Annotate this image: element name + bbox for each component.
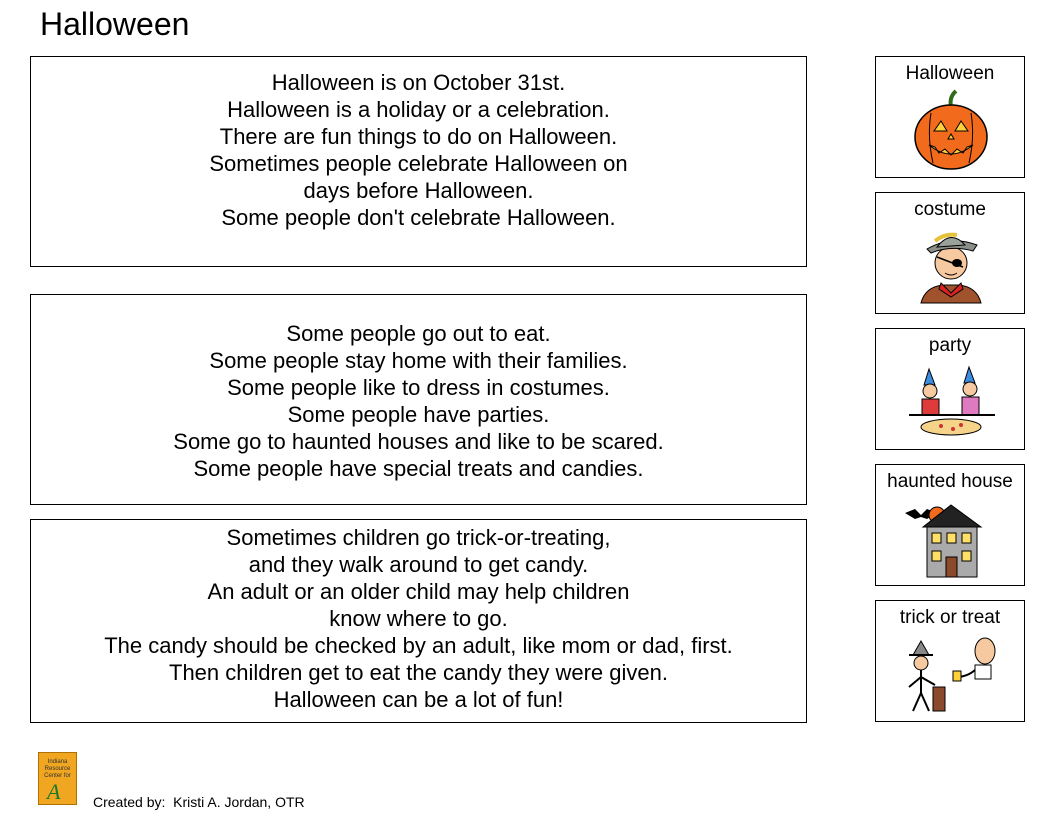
symbol-card-costume — [875, 192, 1025, 314]
jack-o-lantern-icon — [901, 87, 1001, 175]
logo-text: Indiana Resource Center for — [44, 759, 71, 779]
section-line: An adult or an older child may help children — [207, 579, 630, 604]
party-icon — [901, 359, 1001, 447]
card-label: trick or treat — [899, 607, 1001, 628]
section-line: Some go to haunted houses and like to be scared. — [173, 429, 664, 454]
symbol-card-halloween — [875, 56, 1025, 178]
card-label: costume — [914, 199, 986, 220]
section-line: Some people don't celebrate Halloween. — [221, 205, 616, 230]
section-line: Then children get to eat the candy they were given. — [169, 660, 668, 685]
text-section-2 — [30, 294, 807, 505]
section-line: Some people have parties. — [287, 402, 550, 427]
section-line: Some people like to dress in costumes. — [227, 375, 610, 400]
page-title: Halloween — [40, 6, 190, 42]
symbol-card-haunted-house — [875, 464, 1025, 586]
section-line: Some people stay home with their families. — [209, 348, 628, 373]
section-line: Sometimes children go trick-or-treating, — [226, 525, 611, 550]
author-credit: Created by: Kristi A. Jordan, OTR — [93, 794, 305, 810]
text-section-3 — [30, 519, 807, 723]
section-line: Some people go out to eat. — [286, 321, 551, 346]
haunted-house-icon — [901, 495, 1001, 583]
section-line: Halloween is on October 31st. — [271, 70, 566, 95]
text-section-1 — [30, 56, 807, 267]
symbol-card-party — [875, 328, 1025, 450]
card-label: party — [928, 335, 972, 356]
section-line: Halloween is a holiday or a celebration. — [227, 97, 610, 122]
logo-letter: A — [47, 779, 61, 804]
trick-or-treat-icon — [901, 631, 1001, 719]
card-label: haunted house — [887, 471, 1013, 492]
section-line: There are fun things to do on Halloween. — [219, 124, 618, 149]
section-line: days before Halloween. — [303, 178, 534, 203]
organization-logo — [38, 752, 77, 805]
symbol-card-trick-or-treat — [875, 600, 1025, 722]
section-line: Halloween can be a lot of fun! — [273, 687, 564, 712]
section-line: Some people have special treats and candies. — [193, 456, 644, 481]
section-line: know where to go. — [329, 606, 508, 631]
section-line: The candy should be checked by an adult, like mom or dad, first. — [104, 633, 733, 658]
section-line: and they walk around to get candy. — [248, 552, 589, 577]
pirate-costume-icon — [901, 223, 1001, 311]
section-line: Sometimes people celebrate Halloween on — [209, 151, 628, 176]
card-label: Halloween — [905, 63, 995, 84]
